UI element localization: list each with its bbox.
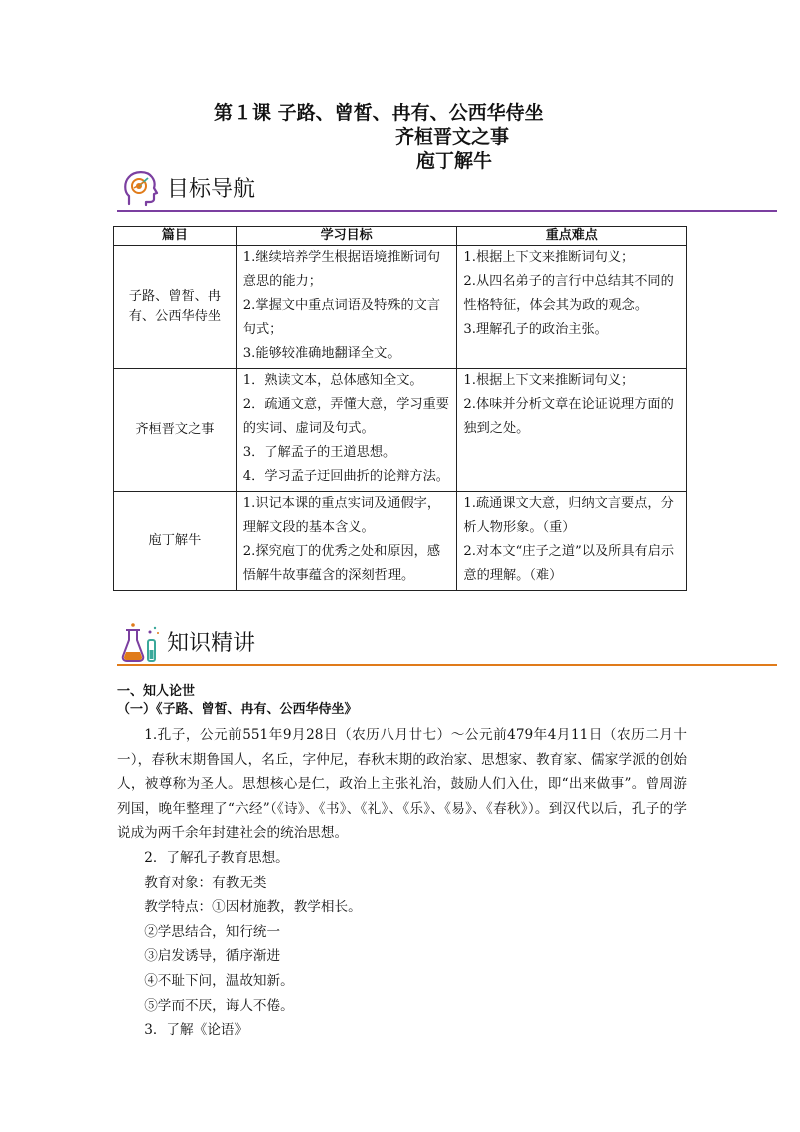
text-line: 3．了解《论语》: [144, 1022, 248, 1039]
goal-item: 1．熟读文本，总体感知全文。: [242, 373, 423, 388]
goal-item: 1.继续培养学生根据语境推断词句意思的能力；: [242, 250, 441, 289]
row-name-text: 齐桓晋文之事: [135, 422, 215, 437]
table-row: [114, 492, 687, 591]
row-focus: [457, 246, 687, 369]
knowledge-divider: [117, 664, 777, 666]
heading-level-2: （一）《子路、曾皙、冉有、公西华侍坐》: [117, 702, 358, 717]
goal-item: 1.识记本课的重点实词及通假字，理解文段的基本含义。: [242, 496, 441, 535]
text-line: 2．了解孔子教育思想。: [144, 849, 289, 866]
knowledge-content: [117, 683, 687, 1043]
title-line-3: 庖丁解牛: [416, 150, 493, 172]
goals-divider: [117, 210, 777, 212]
row-name: [114, 369, 237, 492]
header-goals: 学习目标: [236, 227, 457, 246]
focus-item: 1.疏通课文大意，归纳文言要点，分析人物形象。（重）: [463, 496, 674, 535]
head-with-target-icon: [121, 168, 161, 208]
row-goals: [236, 369, 457, 492]
text-line: 教育对象：有教无类: [144, 874, 267, 891]
focus-item: 2.体味并分析文章在论证说理方面的独到之处。: [463, 397, 674, 436]
goal-item: 3.能够较准确地翻译全文。: [242, 346, 401, 361]
heading-level-1: 一、知人论世: [117, 684, 196, 699]
header-focus: 重点难点: [457, 227, 687, 246]
row-focus: [457, 492, 687, 591]
header-title: 篇目: [114, 227, 237, 246]
knowledge-section-header: [117, 620, 777, 666]
paragraph-confucius-bio: 1.孔子，公元前551年9月28日（农历八月廿七）～公元前479年4月11日（农历二月十一），春秋末期鲁国人，名丘，字仲尼，春秋末期的政治家、思想家、教育家、儒家学派的创始人，被尊称为圣人。思想核心是仁，政治上主张礼治，鼓励人们入仕，即“出来做事”。曾周游列国，晚年整理了“六经”（《诗》、《书》、《礼》、《乐》、《易》、《春秋》）。到汉代以后，孔子的学说成为两千余年封建社会的统治思想。: [117, 727, 687, 842]
goals-table: [113, 226, 687, 591]
row-name-text: 庖丁解牛: [148, 533, 202, 548]
row-name: [114, 246, 237, 369]
goals-section-header: [117, 166, 777, 212]
row-goals: [236, 246, 457, 369]
title-line-2: 齐桓晋文之事: [395, 126, 510, 148]
goal-item: 4．学习孟子迂回曲折的论辩方法。: [242, 469, 449, 484]
row-name: [114, 492, 237, 591]
row-goals: [236, 492, 457, 591]
text-line: 教学特点：①因材施教，教学相长。: [144, 899, 362, 916]
focus-item: 1.根据上下文来推断词句义；: [463, 373, 635, 388]
table-header-row: [114, 227, 687, 246]
goal-item: 2．疏通文意，弄懂大意，学习重要的实词、虚词及句式。: [242, 397, 449, 436]
title-line-1: 第１课 子路、曾皙、冉有、公西华侍坐: [214, 102, 544, 124]
row-focus: [457, 369, 687, 492]
focus-item: 1.根据上下文来推断词句义；: [463, 250, 635, 265]
goal-item: 2.掌握文中重点词语及特殊的文言句式；: [242, 298, 441, 337]
table-row: [114, 369, 687, 492]
text-line: ⑤学而不厌，诲人不倦。: [144, 997, 294, 1014]
table-row: [114, 246, 687, 369]
text-line: ③启发诱导，循序渐进: [144, 948, 281, 965]
focus-item: 2.从四名弟子的言行中总结其不同的性格特征，体会其为政的观念。: [463, 274, 674, 313]
goal-item: 2.探究庖丁的优秀之处和原因，感悟解牛故事蕴含的深刻哲理。: [242, 544, 441, 583]
focus-item: 3.理解孔子的政治主张。: [463, 322, 608, 337]
row-name-text: 子路、曾皙、冉有、公西华侍坐: [128, 289, 222, 324]
knowledge-heading: 知识精讲: [167, 631, 256, 656]
text-line: ④不耻下问，温故知新。: [144, 972, 294, 989]
goal-item: 3．了解孟子的王道思想。: [242, 445, 397, 460]
goals-heading: 目标导航: [167, 177, 256, 202]
focus-item: 2.对本文“庄子之道”以及所具有启示意的理解。（难）: [463, 544, 675, 583]
lab-flask-icon: [121, 622, 161, 662]
text-line: ②学思结合，知行统一: [144, 923, 281, 940]
